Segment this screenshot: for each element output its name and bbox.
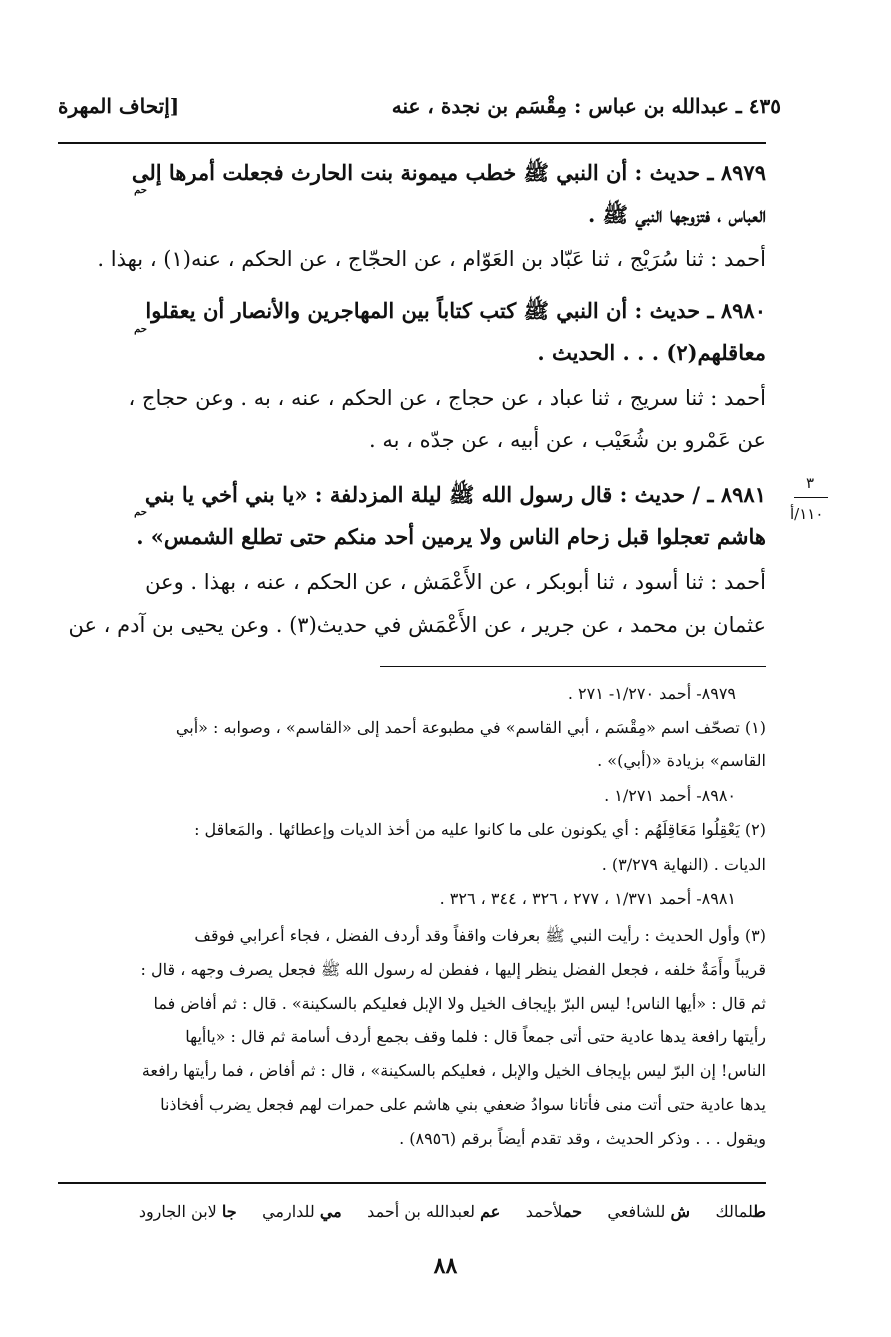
footnote-separator <box>380 666 766 667</box>
margin-note-rule <box>794 497 828 498</box>
legend-item-shafii: ش للشافعي <box>607 1202 691 1221</box>
hadith-8980-line-1: ٨٩٨٠ ـ حديث : أن النبي ﷺ كتب كتاباً بين المهاجرين والأنصار أن يعقلوا <box>145 298 766 323</box>
legend-rule <box>58 1182 766 1184</box>
hadith-8981-sigla: حم <box>134 507 147 518</box>
hadith-8981-line-2: هاشم تعجلوا قبل زحام الناس ولا يرمين أحد منكم حتى تطلع الشمس» . <box>136 524 766 549</box>
legend-item-abdullah: عم لعبدالله بن أحمد <box>367 1202 501 1221</box>
margin-note-bottom: ١١٠/أ <box>790 505 824 523</box>
footnote-3-line-1: (٣) وأول الحديث : رأيت النبي ﷺ بعرفات واقفاً وقد أردف الفضل ، فجاء أعرابي فوقف <box>194 926 766 945</box>
footnote-3-line-5: الناس! إن البرّ ليس بإيجاف الخيل والإبل ، فعليكم بالسكينة» ، قال : ثم أفاض ، فما رأيتها رافعة <box>141 1061 766 1080</box>
footnote-1-line-1: (١) تصحّف اسم «مِقْسَم ، أبي القاسم» في مطبوعة أحمد إلى «القاسم» ، وصوابه : «أبي <box>175 718 766 737</box>
footnote-2-line-2: الديات . (النهاية ٣/٢٧٩) . <box>601 855 766 874</box>
footnote-ref-8979: ٨٩٧٩- أحمد ١/٢٧٠- ٢٧١ . <box>567 684 736 703</box>
sigla-legend <box>139 1202 766 1221</box>
legend-item-ahmad: حملأحمد <box>525 1202 582 1221</box>
hadith-8980-sigla: حم <box>134 324 147 335</box>
footnote-2-line-1: (٢) يَعْقِلُوا مَعَاقِلَهُم : أي يكونون على ما كانوا عليه من أخذ الديات وإعطائها . والمَعاقل : <box>194 820 766 839</box>
footnote-ref-8981: ٨٩٨١- أحمد ١/٣٧١ ، ٢٧٧ ، ٣٢٦ ، ٣٤٤ ، ٣٢٦ . <box>439 889 736 908</box>
footnote-3-line-3: ثم قال : «أيها الناس! ليس البرّ بإيجاف الخيل ولا الإبل فعليكم بالسكينة» . قال : ثم أفاض فما <box>153 994 766 1013</box>
legend-item-ibn-jarud: جا لابن الجارود <box>138 1202 237 1221</box>
running-header-title: ٤٣٥ ـ عبدالله بن عباس : مِقْسَم بن نجدة ، عنه <box>391 94 781 118</box>
hadith-8981-source-2: عثمان بن محمد ، عن جرير ، عن الأَعْمَش في حديث(٣) . وعن يحيى بن آدم ، عن <box>68 613 766 637</box>
footnote-3-line-2: قريباً وأَمَةٌ خلفه ، فجعل الفضل ينظر إليها ، ففطن له رسول الله ﷺ فجعل يصرف وجهه ، قال : <box>140 960 766 979</box>
hadith-8979-line-1: ٨٩٧٩ ـ حديث : أن النبي ﷺ خطب ميمونة بنت الحارث فجعلت أمرها إلى <box>131 160 766 185</box>
footnote-3-line-7: ويقول . . . وذكر الحديث ، وقد تقدم أيضاً برقم (٨٩٥٦) . <box>399 1129 766 1148</box>
footnote-3-line-6: يدها عادية حتى أتت منى فأتانا سوادُ ضعفي بني هاشم على حمرات لهم فجعل يضرب أفخاذنا <box>160 1095 766 1114</box>
hadith-8979-source: أحمد : ثنا سُرَيْج ، ثنا عَبّاد بن العَوّام ، عن الحجّاج ، عن الحكم ، عنه(١) ، بهذا . <box>97 247 766 271</box>
hadith-8980-line-2: معاقلهم(٢) . . . الحديث . <box>537 340 766 365</box>
header-rule <box>58 142 766 144</box>
footnote-1-line-2: القاسم» بزيادة «(أبي)» . <box>597 751 766 770</box>
page-number: ٨٨ <box>433 1253 458 1279</box>
hadith-8981-line-1: ٨٩٨١ ـ / حديث : قال رسول الله ﷺ ليلة المزدلفة : «يا بني أخي يا بني <box>144 482 766 507</box>
legend-item-darimi: مي للدارمي <box>262 1202 342 1221</box>
hadith-8979-sigla: حم <box>134 185 147 196</box>
margin-note-top: ٣ <box>806 474 815 492</box>
hadith-8980-source-1: أحمد : ثنا سريج ، ثنا عباد ، عن حجاج ، عن الحكم ، عنه ، به . وعن حجاج ، <box>128 386 766 410</box>
hadith-8980-source-2: عن عَمْرو بن شُعَيْب ، عن أبيه ، عن جدّه ، به . <box>369 428 766 452</box>
running-header-book: [إتحاف المهرة <box>58 94 180 118</box>
legend-item-malik: طلمالك <box>715 1202 766 1221</box>
footnote-ref-8980: ٨٩٨٠- أحمد ١/٢٧١ . <box>604 786 736 805</box>
hadith-8979-line-2: العباس ، فتزوجها النبي ﷺ . <box>588 202 766 227</box>
hadith-8981-source-1: أحمد : ثنا أسود ، ثنا أبوبكر ، عن الأَعْمَش ، عن الحكم ، عنه ، بهذا . وعن <box>145 570 766 594</box>
footnote-3-line-4: رأيتها رافعة يدها عادية حتى أتى جمعاً قال : فلما وقف بجمع أردف أسامة ثم قال : «ياأيها <box>185 1027 766 1046</box>
